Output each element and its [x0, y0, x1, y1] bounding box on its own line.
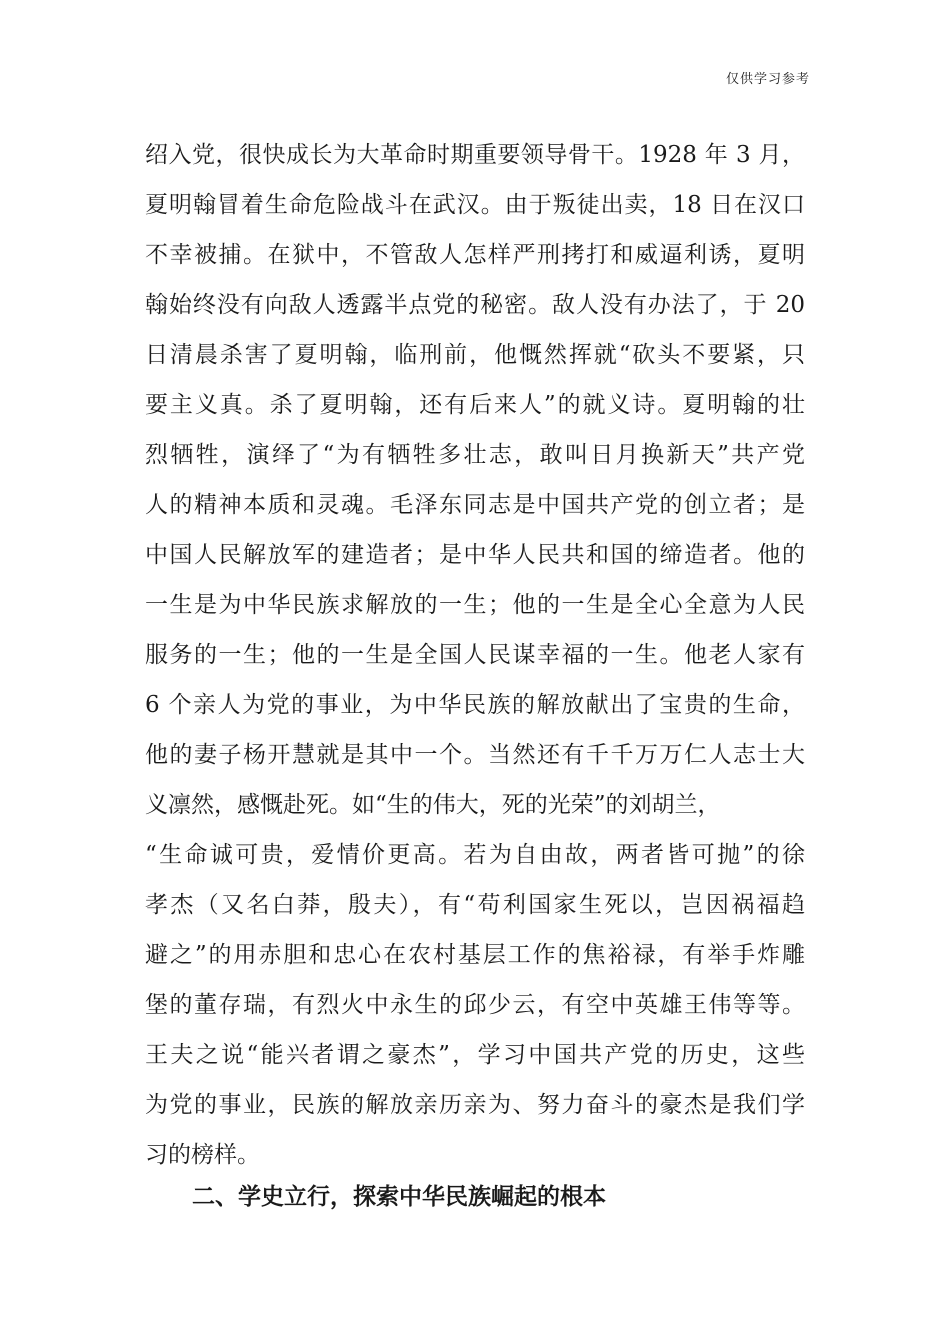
body-paragraph	[145, 130, 805, 1180]
text-line: 避之”的用赤胆和忠心在农村基层工作的焦裕禄，有举手炸雕	[145, 942, 805, 968]
header-note: 仅供学习参考	[725, 72, 810, 87]
text-line: 绍入党，很快成长为大革命时期重要领导骨干。1928 年 3 月，	[145, 142, 805, 168]
text-line: 习的榜样。	[145, 1142, 260, 1168]
text-line: 一生是为中华民族求解放的一生；他的一生是全心全意为人民	[145, 592, 805, 618]
text-line: 为党的事业，民族的解放亲历亲为、努力奋斗的豪杰是我们学	[145, 1092, 805, 1118]
text-line: 翰始终没有向敌人透露半点党的秘密。敌人没有办法了，于 20	[145, 292, 805, 318]
text-line: 义凛然，感慨赴死。如“生的伟大，死的光荣”的刘胡兰，	[145, 792, 721, 818]
text-line: 烈牺牲，演绎了“为有牺牲多壮志，敢叫日月换新天”共产党	[145, 442, 805, 468]
text-line: 孝杰（又名白莽，殷夫），有“苟利国家生死以，岂因祸福趋	[145, 892, 805, 918]
text-line: 王夫之说“能兴者谓之豪杰”，学习中国共产党的历史，这些	[145, 1042, 805, 1068]
text-line: “生命诚可贵，爱情价更高。若为自由故，两者皆可抛”的徐	[145, 842, 805, 868]
text-line: 人的精神本质和灵魂。毛泽东同志是中国共产党的创立者；是	[145, 492, 805, 518]
text-line: 中国人民解放军的建造者；是中华人民共和国的缔造者。他的	[145, 542, 805, 568]
text-line: 夏明翰冒着生命危险战斗在武汉。由于叛徒出卖，18 日在汉口	[145, 192, 805, 218]
text-line: 他的妻子杨开慧就是其中一个。当然还有千千万万仁人志士大	[145, 742, 805, 768]
text-line: 日清晨杀害了夏明翰，临刑前，他慨然挥就“砍头不要紧，只	[145, 342, 805, 368]
text-line: 服务的一生；他的一生是全国人民谋幸福的一生。他老人家有	[145, 642, 805, 668]
text-line: 不幸被捕。在狱中，不管敌人怎样严刑拷打和威逼利诱，夏明	[145, 242, 805, 268]
text-line: 要主义真。杀了夏明翰，还有后来人”的就义诗。夏明翰的壮	[145, 392, 805, 418]
text-line: 堡的董存瑞，有烈火中永生的邱少云，有空中英雄王伟等等。	[145, 992, 805, 1018]
text-line: 6 个亲人为党的事业，为中华民族的解放献出了宝贵的生命，	[145, 692, 805, 718]
section-heading: 二、学史立行，探索中华民族崛起的根本	[192, 1184, 606, 1210]
